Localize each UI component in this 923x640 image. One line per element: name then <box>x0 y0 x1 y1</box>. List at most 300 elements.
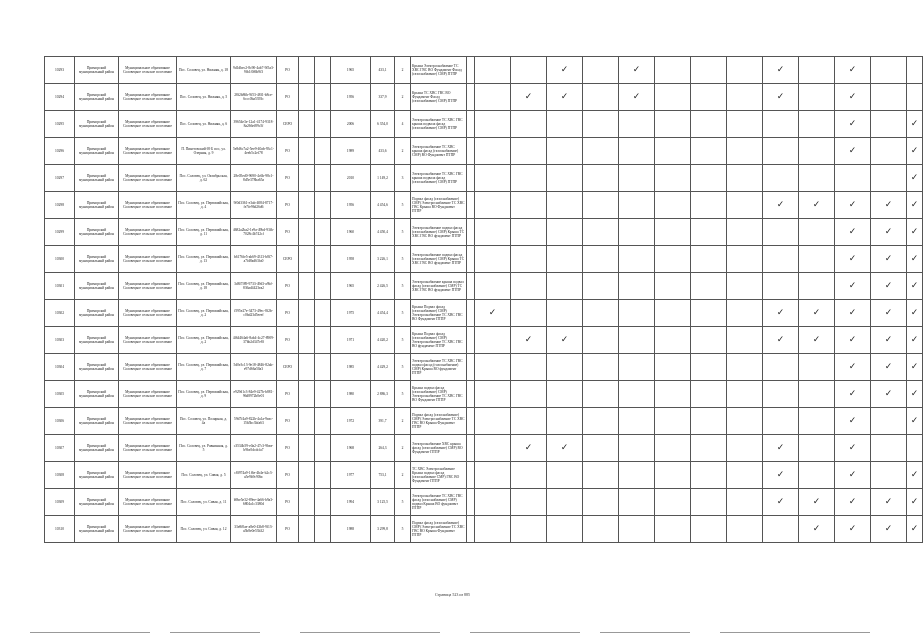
check-cell <box>547 57 583 84</box>
area-cell: 264,3 <box>371 435 395 462</box>
table-row <box>45 408 923 435</box>
build-year-cell: 1956 <box>331 84 371 111</box>
management-form-cell: СЕРО <box>277 246 299 273</box>
check-cell <box>583 138 619 165</box>
works-list-cell: Электроснабжение ХВС крыша фасад (газоснабжение) СМР) ВО Фундамент ПТПР <box>411 435 467 462</box>
house-id-cell: c8f974a9-1f6e-4b4e-b2c3-a5e9b9c90bc <box>231 462 277 489</box>
management-form-cell: РО <box>277 300 299 327</box>
check-cell <box>475 354 511 381</box>
district-cell: Приморский муниципальный район <box>75 381 119 408</box>
house-id-cell: 39654e3e-12a1-4174-9318-8a266ef89c5f <box>231 111 277 138</box>
check-cell <box>763 435 799 462</box>
address-cell: Пос. Соловец, ул. Нижняя, д. 6 <box>177 111 231 138</box>
check-cell <box>763 84 799 111</box>
empty-cell <box>299 165 315 192</box>
management-form-cell: РО <box>277 192 299 219</box>
check-cell <box>583 246 619 273</box>
check-cell <box>511 327 547 354</box>
house-id-cell: 9f0d3361-e3ab-4084-8717-fe7fe96d26d6 <box>231 192 277 219</box>
check-cell <box>835 192 871 219</box>
check-mark-icon: ✓ <box>848 388 857 399</box>
check-cell <box>511 300 547 327</box>
check-cell <box>691 57 727 84</box>
check-cell <box>547 165 583 192</box>
page-footer: Страница 523 из 885 <box>434 592 471 597</box>
check-mark-icon: ✓ <box>910 226 919 237</box>
check-cell <box>583 192 619 219</box>
check-cell <box>547 354 583 381</box>
check-cell <box>727 381 763 408</box>
works-list-cell: Электроснабжение ТС ХВС ГВС крыша подвала фасад (газоснабжение) СМР) ПТПР <box>411 165 467 192</box>
check-cell <box>763 300 799 327</box>
check-cell <box>871 84 907 111</box>
house-id-cell: 9d1dbec2-8c90-4ab7-9f5a3-9fb1f0f6b9f3 <box>231 57 277 84</box>
check-cell <box>655 462 691 489</box>
empty-cell <box>299 516 315 543</box>
check-mark-icon: ✓ <box>910 523 919 534</box>
check-cell <box>763 516 799 543</box>
check-cell <box>763 192 799 219</box>
district-cell: Приморский муниципальный район <box>75 219 119 246</box>
settlement-cell: Муниципальное образование Соловецкое сельское поселение <box>119 489 177 516</box>
address-cell: Пос. Соловец, ул. Первомайская, д. 11 <box>177 219 231 246</box>
check-cell <box>619 354 655 381</box>
empty-cell <box>467 219 475 246</box>
check-mark-icon: ✓ <box>910 280 919 291</box>
row-number: 10303 <box>45 327 75 354</box>
check-cell <box>727 300 763 327</box>
check-cell <box>835 408 871 435</box>
scan-edge <box>0 628 905 640</box>
house-id-cell: 4f64464a6-8ab4-4c27-8909-37bb2d347e8f <box>231 327 277 354</box>
check-cell <box>655 273 691 300</box>
works-list-cell: ТС ХВС Электроснабжение Крыша подвал фасад (газоснабжение СМР) ГВС ВО Фундамент ПТПР <box>411 462 467 489</box>
check-cell <box>619 516 655 543</box>
check-mark-icon: ✓ <box>848 253 857 264</box>
check-mark-icon: ✓ <box>848 469 857 480</box>
check-cell <box>547 462 583 489</box>
check-cell <box>691 165 727 192</box>
check-cell <box>727 57 763 84</box>
empty-cell <box>299 273 315 300</box>
check-cell <box>727 165 763 192</box>
check-cell <box>583 327 619 354</box>
floors-cell: 5 <box>395 246 411 273</box>
check-cell <box>691 138 727 165</box>
table-row <box>45 138 923 165</box>
check-cell <box>727 516 763 543</box>
empty-cell <box>315 165 331 192</box>
check-mark-icon: ✓ <box>560 442 569 453</box>
address-cell: Пос. Соловец, ул. Первомайская, д. 18 <box>177 273 231 300</box>
check-cell <box>799 435 835 462</box>
district-cell: Приморский муниципальный район <box>75 111 119 138</box>
management-form-cell: СЕРО <box>277 354 299 381</box>
empty-cell <box>299 219 315 246</box>
check-mark-icon: ✓ <box>524 91 533 102</box>
address-cell: Пос. Соловец, ул. Нижняя, д. 5 <box>177 84 231 111</box>
check-cell <box>799 84 835 111</box>
check-cell <box>655 165 691 192</box>
district-cell: Приморский муниципальный район <box>75 165 119 192</box>
row-number: 10306 <box>45 408 75 435</box>
row-number: 10304 <box>45 354 75 381</box>
district-cell: Приморский муниципальный район <box>75 408 119 435</box>
table-row <box>45 273 923 300</box>
row-number: 10307 <box>45 435 75 462</box>
check-cell <box>907 273 923 300</box>
empty-cell <box>315 516 331 543</box>
check-cell <box>583 381 619 408</box>
build-year-cell: 1965 <box>331 57 371 84</box>
empty-cell <box>467 165 475 192</box>
check-cell <box>619 192 655 219</box>
check-cell <box>691 516 727 543</box>
document-sheet <box>44 56 919 543</box>
check-mark-icon: ✓ <box>848 334 857 345</box>
empty-cell <box>315 273 331 300</box>
check-cell <box>619 138 655 165</box>
check-cell <box>727 489 763 516</box>
floors-cell: 5 <box>395 300 411 327</box>
works-list-cell: Крыша Электроснабжение ТС ХВС ГВС ВО Фундамент Фасад (газоснабжение) СМР) ПТПР <box>411 57 467 84</box>
check-cell <box>835 165 871 192</box>
address-cell: П. Пинеговский 69 Б пос, ул. Озерная, д. 9 <box>177 138 231 165</box>
works-list-cell: Крыша Подвал фасад (газоснабжение) СМР) Электроснабжение ТС ХВС ГВС ВО Фундамент ПТПР <box>411 300 467 327</box>
table-row <box>45 300 923 327</box>
management-form-cell: РО <box>277 327 299 354</box>
check-mark-icon: ✓ <box>910 334 919 345</box>
district-cell: Приморский муниципальный район <box>75 462 119 489</box>
house-id-cell: 5e8d6c7a2-5ee9-40ab-93c1-4eeb5c2ef78 <box>231 138 277 165</box>
check-cell <box>511 138 547 165</box>
check-cell <box>475 192 511 219</box>
check-cell <box>475 435 511 462</box>
check-cell <box>655 516 691 543</box>
check-cell <box>799 273 835 300</box>
check-cell <box>547 435 583 462</box>
check-mark-icon: ✓ <box>910 307 919 318</box>
check-cell <box>691 111 727 138</box>
area-cell: 3 299,8 <box>371 516 395 543</box>
check-cell <box>619 327 655 354</box>
address-cell: Пос. Соловец, ул. Нижняя, д. 18 <box>177 57 231 84</box>
empty-cell <box>299 462 315 489</box>
check-mark-icon: ✓ <box>910 118 919 129</box>
check-mark-icon: ✓ <box>524 334 533 345</box>
check-cell <box>835 273 871 300</box>
table-row <box>45 57 923 84</box>
check-mark-icon: ✓ <box>910 145 919 156</box>
empty-cell <box>299 435 315 462</box>
check-cell <box>835 489 871 516</box>
settlement-cell: Муниципальное образование Соловецкое сельское поселение <box>119 111 177 138</box>
area-cell: 433,6 <box>371 138 395 165</box>
house-id-cell: b6176fe5-ab69-4313-b8f7-a7fd8ad63fa0 <box>231 246 277 273</box>
check-mark-icon: ✓ <box>884 388 893 399</box>
check-cell <box>907 327 923 354</box>
empty-cell <box>467 246 475 273</box>
empty-cell <box>467 327 475 354</box>
check-cell <box>475 138 511 165</box>
address-cell: Пос. Соловец, ул. Октябрьская, д. 62 <box>177 165 231 192</box>
floors-cell: 5 <box>395 381 411 408</box>
address-cell: Пос. Соловец, ул. Первомайская, д. 7 <box>177 354 231 381</box>
row-number: 10298 <box>45 192 75 219</box>
area-cell: 6 354,0 <box>371 111 395 138</box>
check-cell <box>583 354 619 381</box>
area-cell: 2 886,3 <box>371 381 395 408</box>
check-cell <box>655 489 691 516</box>
address-cell: Пос. Соловец, ул. Первомайская, д. 2 <box>177 300 231 327</box>
table-body <box>45 57 923 543</box>
works-list-cell: Электроснабжение крыша подвал фасад (газоснабжение) СМР) ТС ХВС ГВС ВО фундамент ПТПР <box>411 273 467 300</box>
empty-cell <box>299 327 315 354</box>
check-cell <box>763 138 799 165</box>
management-form-cell: СЕРО <box>277 111 299 138</box>
check-cell <box>547 327 583 354</box>
check-cell <box>475 246 511 273</box>
house-id-cell: b9be5e32-89ee-4a66-b9a3-6804a1c3380d <box>231 489 277 516</box>
district-cell: Приморский муниципальный район <box>75 273 119 300</box>
empty-cell <box>315 408 331 435</box>
check-cell <box>871 57 907 84</box>
build-year-cell: 1985 <box>331 354 371 381</box>
check-cell <box>835 381 871 408</box>
check-cell <box>727 327 763 354</box>
floors-cell: 2 <box>395 138 411 165</box>
house-id-cell: 3d8f7f89-9733-49d3-a9bf-836ad4423ea2 <box>231 273 277 300</box>
check-mark-icon: ✓ <box>812 523 821 534</box>
check-cell <box>691 84 727 111</box>
check-cell <box>619 435 655 462</box>
floors-cell: 5 <box>395 273 411 300</box>
management-form-cell: РО <box>277 489 299 516</box>
check-mark-icon: ✓ <box>848 523 857 534</box>
floors-cell: 2 <box>395 84 411 111</box>
check-cell <box>763 354 799 381</box>
house-id-cell: 28f2b86b-9f53-48f1-b8ce-6ccc0ba5393c <box>231 84 277 111</box>
check-cell <box>475 84 511 111</box>
empty-cell <box>299 111 315 138</box>
check-cell <box>871 273 907 300</box>
check-mark-icon: ✓ <box>848 307 857 318</box>
settlement-cell: Муниципальное образование Соловецкое сельское поселение <box>119 165 177 192</box>
check-cell <box>655 354 691 381</box>
check-cell <box>511 516 547 543</box>
build-year-cell: 1958 <box>331 246 371 273</box>
empty-cell <box>299 381 315 408</box>
empty-cell <box>467 435 475 462</box>
check-cell <box>727 408 763 435</box>
check-cell <box>619 300 655 327</box>
check-cell <box>475 219 511 246</box>
empty-cell <box>299 138 315 165</box>
check-cell <box>835 300 871 327</box>
check-cell <box>547 219 583 246</box>
empty-cell <box>315 435 331 462</box>
check-cell <box>619 408 655 435</box>
empty-cell <box>467 57 475 84</box>
district-cell: Приморский муниципальный район <box>75 300 119 327</box>
floors-cell: 5 <box>395 516 411 543</box>
settlement-cell: Муниципальное образование Соловецкое сельское поселение <box>119 219 177 246</box>
check-cell <box>511 408 547 435</box>
check-cell <box>655 327 691 354</box>
check-cell <box>691 219 727 246</box>
area-cell: 753,1 <box>371 462 395 489</box>
check-cell <box>691 192 727 219</box>
empty-cell <box>315 354 331 381</box>
check-cell <box>799 327 835 354</box>
empty-cell <box>315 246 331 273</box>
check-mark-icon: ✓ <box>884 253 893 264</box>
check-cell <box>475 300 511 327</box>
check-cell <box>511 165 547 192</box>
check-cell <box>763 462 799 489</box>
check-cell <box>871 435 907 462</box>
house-id-cell: 5d0e3c13-9e18-4846-82ab-e97d66a50a3 <box>231 354 277 381</box>
address-cell: Пос. Соловец, ул. Полярная, д. 4а <box>177 408 231 435</box>
check-cell <box>547 138 583 165</box>
table-row <box>45 381 923 408</box>
check-cell <box>799 354 835 381</box>
check-cell <box>583 273 619 300</box>
check-cell <box>835 246 871 273</box>
empty-cell <box>467 192 475 219</box>
check-cell <box>799 489 835 516</box>
check-cell <box>871 219 907 246</box>
district-cell: Приморский муниципальный район <box>75 489 119 516</box>
check-cell <box>619 273 655 300</box>
check-cell <box>871 408 907 435</box>
works-list-cell: Электроснабжение ТС ХВС ГВС фасад (газоснабжение) СМР) подвал Крыша ВО фундамент ПТПР <box>411 489 467 516</box>
build-year-cell: 1972 <box>331 408 371 435</box>
check-cell <box>547 111 583 138</box>
row-number: 10302 <box>45 300 75 327</box>
works-list-cell: Подвал фасад (газоснабжение) СМР) Электроснабжение ТС ХВС ГВС Крыша ВО Фундамент ПТПР <box>411 192 467 219</box>
check-cell <box>907 489 923 516</box>
check-cell <box>619 165 655 192</box>
check-cell <box>763 381 799 408</box>
row-number: 10310 <box>45 516 75 543</box>
check-cell <box>511 84 547 111</box>
empty-cell <box>467 381 475 408</box>
check-mark-icon: ✓ <box>812 334 821 345</box>
check-cell <box>691 489 727 516</box>
empty-cell <box>299 57 315 84</box>
works-list-cell: Подвал фасад (газоснабжение) СМР) Электроснабжение ТС ХВС ГВС ВО Крыша Фундамент ПТПР <box>411 408 467 435</box>
empty-cell <box>315 192 331 219</box>
management-form-cell: РО <box>277 219 299 246</box>
address-cell: Пос. Соловец, ул. Первомайская, д. 4 <box>177 192 231 219</box>
floors-cell: 2 <box>395 408 411 435</box>
check-cell <box>547 489 583 516</box>
row-number: 10301 <box>45 273 75 300</box>
check-cell <box>871 165 907 192</box>
check-cell <box>799 246 835 273</box>
row-number: 10299 <box>45 219 75 246</box>
check-cell <box>583 516 619 543</box>
empty-cell <box>315 462 331 489</box>
table-row <box>45 462 923 489</box>
empty-cell <box>299 84 315 111</box>
check-cell <box>691 273 727 300</box>
management-form-cell: РО <box>277 138 299 165</box>
check-cell <box>907 165 923 192</box>
check-mark-icon: ✓ <box>632 64 641 75</box>
check-cell <box>475 327 511 354</box>
check-cell <box>907 138 923 165</box>
management-form-cell: РО <box>277 273 299 300</box>
check-cell <box>799 111 835 138</box>
check-cell <box>475 111 511 138</box>
check-cell <box>547 408 583 435</box>
build-year-cell: 1956 <box>331 192 371 219</box>
check-mark-icon: ✓ <box>848 145 857 156</box>
check-mark-icon: ✓ <box>848 64 857 75</box>
check-cell <box>691 381 727 408</box>
house-id-cell: 4682a2ba2-1e9a-49bd-93fb-7028c4b742cf <box>231 219 277 246</box>
works-list-cell: Подвал фасад (газоснабжение) СМР) Электроснабжение ТС ХВС ГВС ВО Крыша Фундамент ПТПР <box>411 516 467 543</box>
housing-table <box>44 56 923 543</box>
area-cell: 4 420,2 <box>371 327 395 354</box>
check-cell <box>763 165 799 192</box>
works-list-cell: Крыша Подвал фасад (газоснабжение) СМР) Электроснабжение ТС ХВС ГВС ВО фундамент ПТПР <box>411 327 467 354</box>
house-id-cell: e929d1c3-84e9-427b-b881-96d8972b0e01 <box>231 381 277 408</box>
settlement-cell: Муниципальное образование Соловецкое сельское поселение <box>119 327 177 354</box>
area-cell: 337,9 <box>371 84 395 111</box>
check-mark-icon: ✓ <box>848 226 857 237</box>
table-row <box>45 84 923 111</box>
works-list-cell: Электроснабжение ТС ХВС ГВС подвал фасад (газоснабжение) СМР) Крыша ВО фундамент ПТПР <box>411 354 467 381</box>
area-cell: 3 125,5 <box>371 489 395 516</box>
management-form-cell: РО <box>277 381 299 408</box>
check-mark-icon: ✓ <box>776 442 785 453</box>
check-cell <box>871 354 907 381</box>
check-cell <box>871 462 907 489</box>
check-cell <box>907 435 923 462</box>
check-mark-icon: ✓ <box>848 199 857 210</box>
area-cell: 4 454,6 <box>371 192 395 219</box>
check-cell <box>547 84 583 111</box>
house-id-cell: 28e05ed0-9690-4c6b-98c1-8d5e378ba65a <box>231 165 277 192</box>
check-cell <box>763 273 799 300</box>
check-cell <box>835 138 871 165</box>
address-cell: Пос. Соловец, ул. Сивая, д. 11 <box>177 489 231 516</box>
check-cell <box>619 57 655 84</box>
check-mark-icon: ✓ <box>848 415 857 426</box>
check-mark-icon: ✓ <box>776 307 785 318</box>
area-cell: 433,1 <box>371 57 395 84</box>
floors-cell: 5 <box>395 354 411 381</box>
check-cell <box>799 138 835 165</box>
check-mark-icon: ✓ <box>910 469 919 480</box>
check-cell <box>763 246 799 273</box>
empty-cell <box>315 300 331 327</box>
check-cell <box>691 354 727 381</box>
check-cell <box>655 219 691 246</box>
address-cell: Пос. Соловец, ул. Равнинная, д. 5 <box>177 435 231 462</box>
check-cell <box>727 462 763 489</box>
check-cell <box>763 57 799 84</box>
empty-cell <box>467 516 475 543</box>
settlement-cell: Муниципальное образование Соловецкое сельское поселение <box>119 57 177 84</box>
check-cell <box>655 435 691 462</box>
check-cell <box>475 381 511 408</box>
check-cell <box>475 489 511 516</box>
row-number: 10300 <box>45 246 75 273</box>
